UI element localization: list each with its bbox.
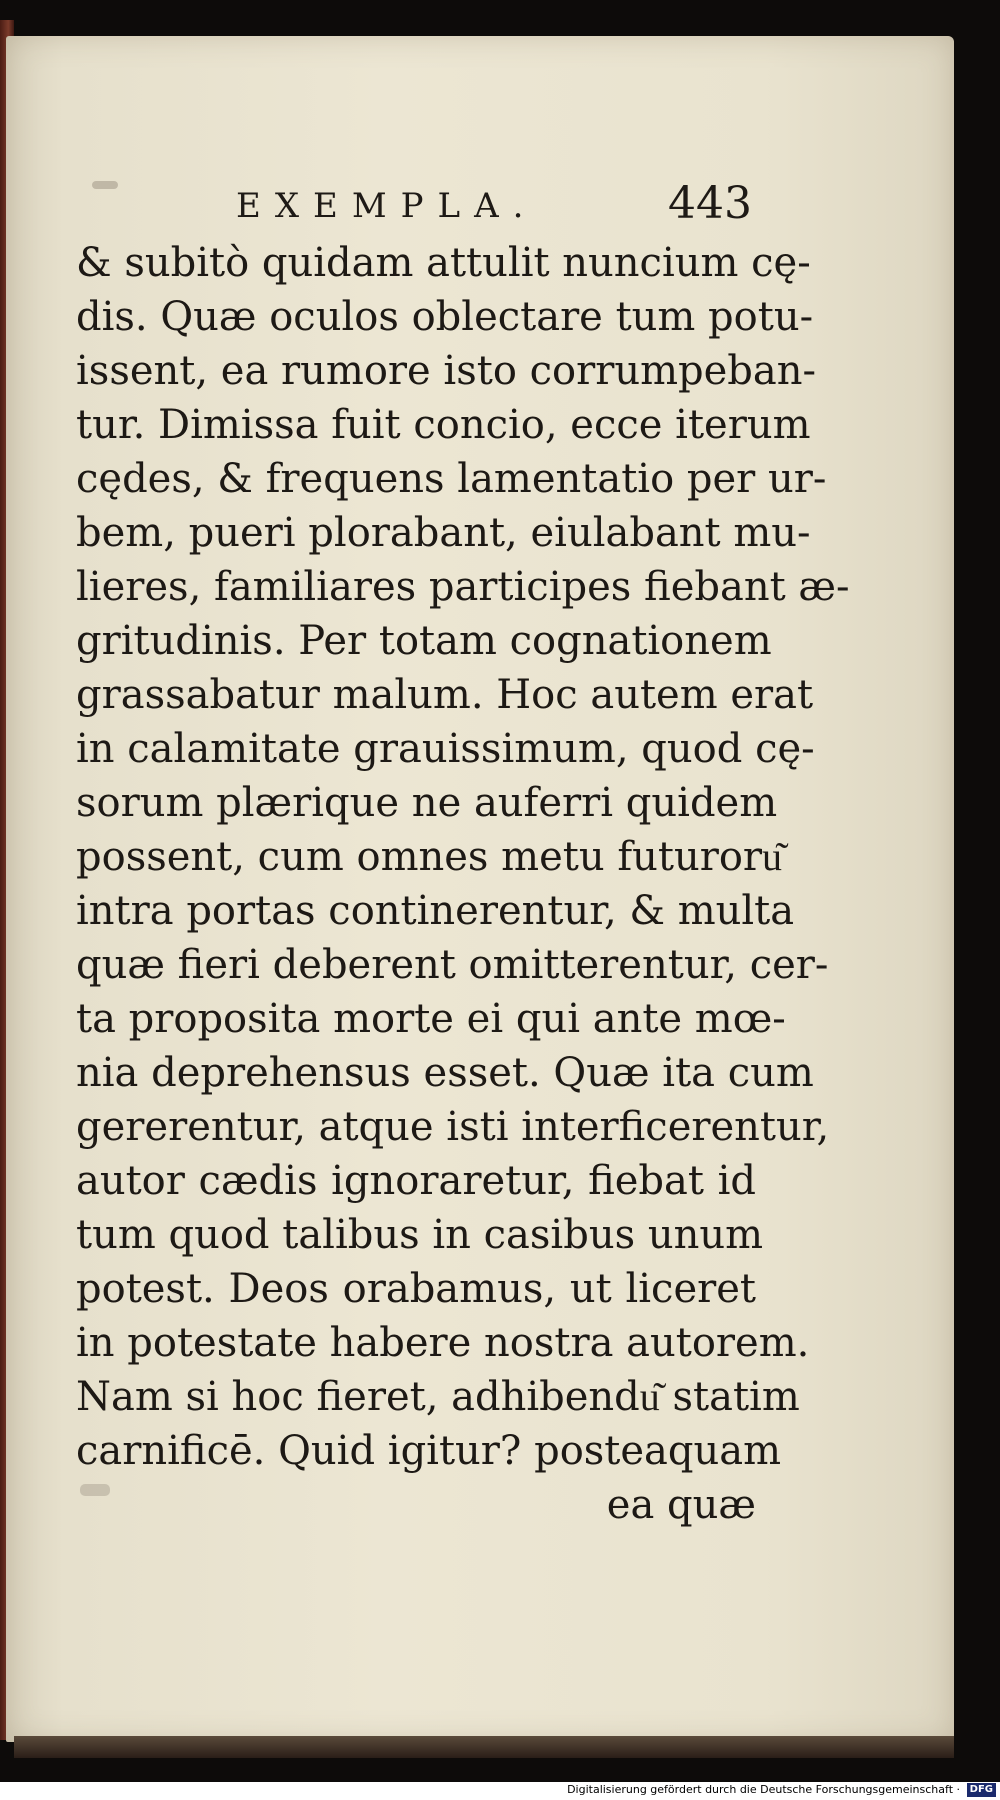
text-line: & subitò quidam attulit nuncium cę- [76,240,811,286]
text-line: gererentur, atque isti interficerentur, [76,1104,830,1150]
text-line: Nam si hoc fieret, adhibendu͂ statim [76,1374,800,1420]
text-line: in potestate habere nostra autorem. [76,1320,810,1366]
text-line: tur. Dimissa fuit concio, ecce iterum [76,402,811,448]
page-header [6,178,954,234]
ink-smudge-bottom [80,1484,110,1496]
text-line: bem, pueri plorabant, eiulabant mu- [76,510,811,556]
catchword: ea quæ [606,1482,756,1528]
body-text [76,236,850,1532]
book-page [6,36,954,1742]
footer-credit: Digitalisierung gefördert durch die Deutsche Forschungsgemeinschaft · [567,1783,960,1796]
running-title: EXEMPLA. [236,186,538,226]
text-line: intra portas continerentur, & multa [76,888,795,934]
page-bottom-edge [14,1736,954,1758]
text-line: grassabatur malum. Hoc autem erat [76,672,814,718]
text-line: nia deprehensus esset. Quæ ita cum [76,1050,814,1096]
text-line: issent, ea rumore isto corrumpeban- [76,348,817,394]
text-line: gritudinis. Per totam cognationem [76,618,772,664]
text-line: lieres, familiares participes fiebant æ- [76,564,850,610]
text-line: tum quod talibus in casibus unum [76,1212,764,1258]
dfg-logo: DFG [967,1783,996,1797]
text-line: carnificē. Quid igitur? posteaquam [76,1428,782,1474]
text-line: potest. Deos orabamus, ut liceret [76,1266,756,1312]
page-number: 443 [668,178,752,229]
text-line: autor cædis ignoraretur, fiebat id [76,1158,756,1204]
text-line: dis. Quæ oculos oblectare tum potu- [76,294,814,340]
text-line: sorum plærique ne auferri quidem [76,780,778,826]
text-line: possent, cum omnes metu futuroru͂ [76,834,783,880]
text-line: ta proposita morte ei qui ante mœ- [76,996,786,1042]
text-line: cędes, & frequens lamentatio per ur- [76,456,827,502]
text-line: quæ fieri deberent omitterentur, cer- [76,942,829,988]
text-line: in calamitate grauissimum, quod cę- [76,726,815,772]
